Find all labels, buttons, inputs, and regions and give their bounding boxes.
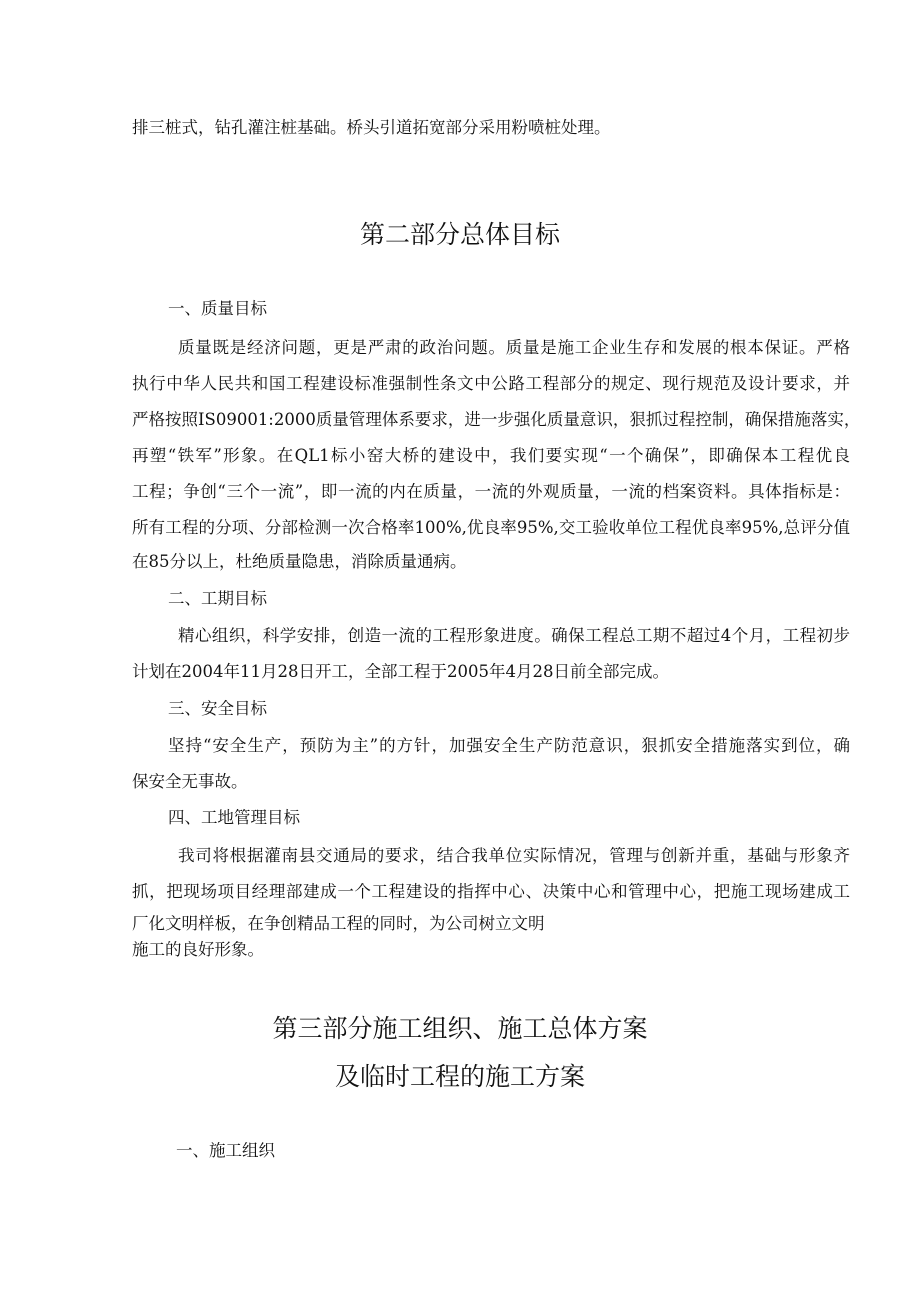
quality-line-6: 所有工程的分项、分部检测一次合格率100%,优良率95%,交工验收单位工程优良率95%,总评分值 bbox=[132, 518, 850, 537]
quality-line-3: 严格按照IS09001:2000质量管理体系要求，进一步强化质量意识，狠抓过程控制，确保措施落实， bbox=[132, 410, 861, 429]
part3-title-line-1: 第三部分施工组织、施工总体方案 bbox=[272, 1014, 648, 1043]
site-line-4: 施工的良好形象。 bbox=[132, 940, 264, 959]
quality-line-7: 在85分以上，杜绝质量隐患，消除质量通病。 bbox=[132, 552, 467, 571]
quality-line-1: 质量既是经济问题，更是严肃的政治问题。质量是施工企业生存和发展的根本保证。严格 bbox=[178, 338, 850, 357]
quality-line-2: 执行中华人民共和国工程建设标准强制性条文中公路工程部分的规定、现行规范及设计要求，并 bbox=[132, 374, 850, 393]
quality-heading: 一、质量目标 bbox=[168, 299, 267, 318]
schedule-line-1: 精心组织，科学安排，创造一流的工程形象进度。确保工程总工期不超过4个月，工程初步 bbox=[178, 626, 850, 645]
site-line-1: 我司将根据灌南县交通局的要求，结合我单位实际情况，管理与创新并重，基础与形象齐 bbox=[178, 846, 850, 865]
schedule-heading: 二、工期目标 bbox=[168, 589, 267, 608]
safety-line-1: 坚持“安全生产，预防为主”的方针，加强安全生产防范意识，狠抓安全措施落实到位，确 bbox=[168, 736, 850, 755]
part2-title: 第二部分总体目标 bbox=[359, 220, 560, 249]
intro-tail-text: 排三桩式，钻孔灌注桩基础。桥头引道拓宽部分采用粉喷桩处理。 bbox=[132, 118, 611, 137]
schedule-line-2: 计划在2004年11月28日开工，全部工程于2005年4月28日前全部完成。 bbox=[132, 662, 669, 681]
safety-heading: 三、安全目标 bbox=[168, 699, 267, 718]
safety-line-2: 保安全无事故。 bbox=[132, 772, 248, 791]
quality-line-4: 再塑“铁军”形象。在QL1标小窑大桥的建设中，我们要实现“一个确保”，即确保本工程优良 bbox=[132, 446, 850, 465]
org-heading: 一、施工组织 bbox=[176, 1141, 275, 1160]
site-line-3: 厂化文明样板，在争创精品工程的同时，为公司树立文明 bbox=[132, 914, 545, 933]
part3-title-line-2: 及临时工程的施工方案 bbox=[334, 1062, 585, 1091]
site-heading: 四、工地管理目标 bbox=[168, 808, 300, 827]
quality-line-5: 工程；争创“三个一流”，即一流的内在质量，一流的外观质量，一流的档案资料。具体指标是： bbox=[132, 482, 850, 501]
site-line-2: 抓，把现场项目经理部建成一个工程建设的指挥中心、决策中心和管理中心，把施工现场建成工 bbox=[132, 882, 850, 901]
